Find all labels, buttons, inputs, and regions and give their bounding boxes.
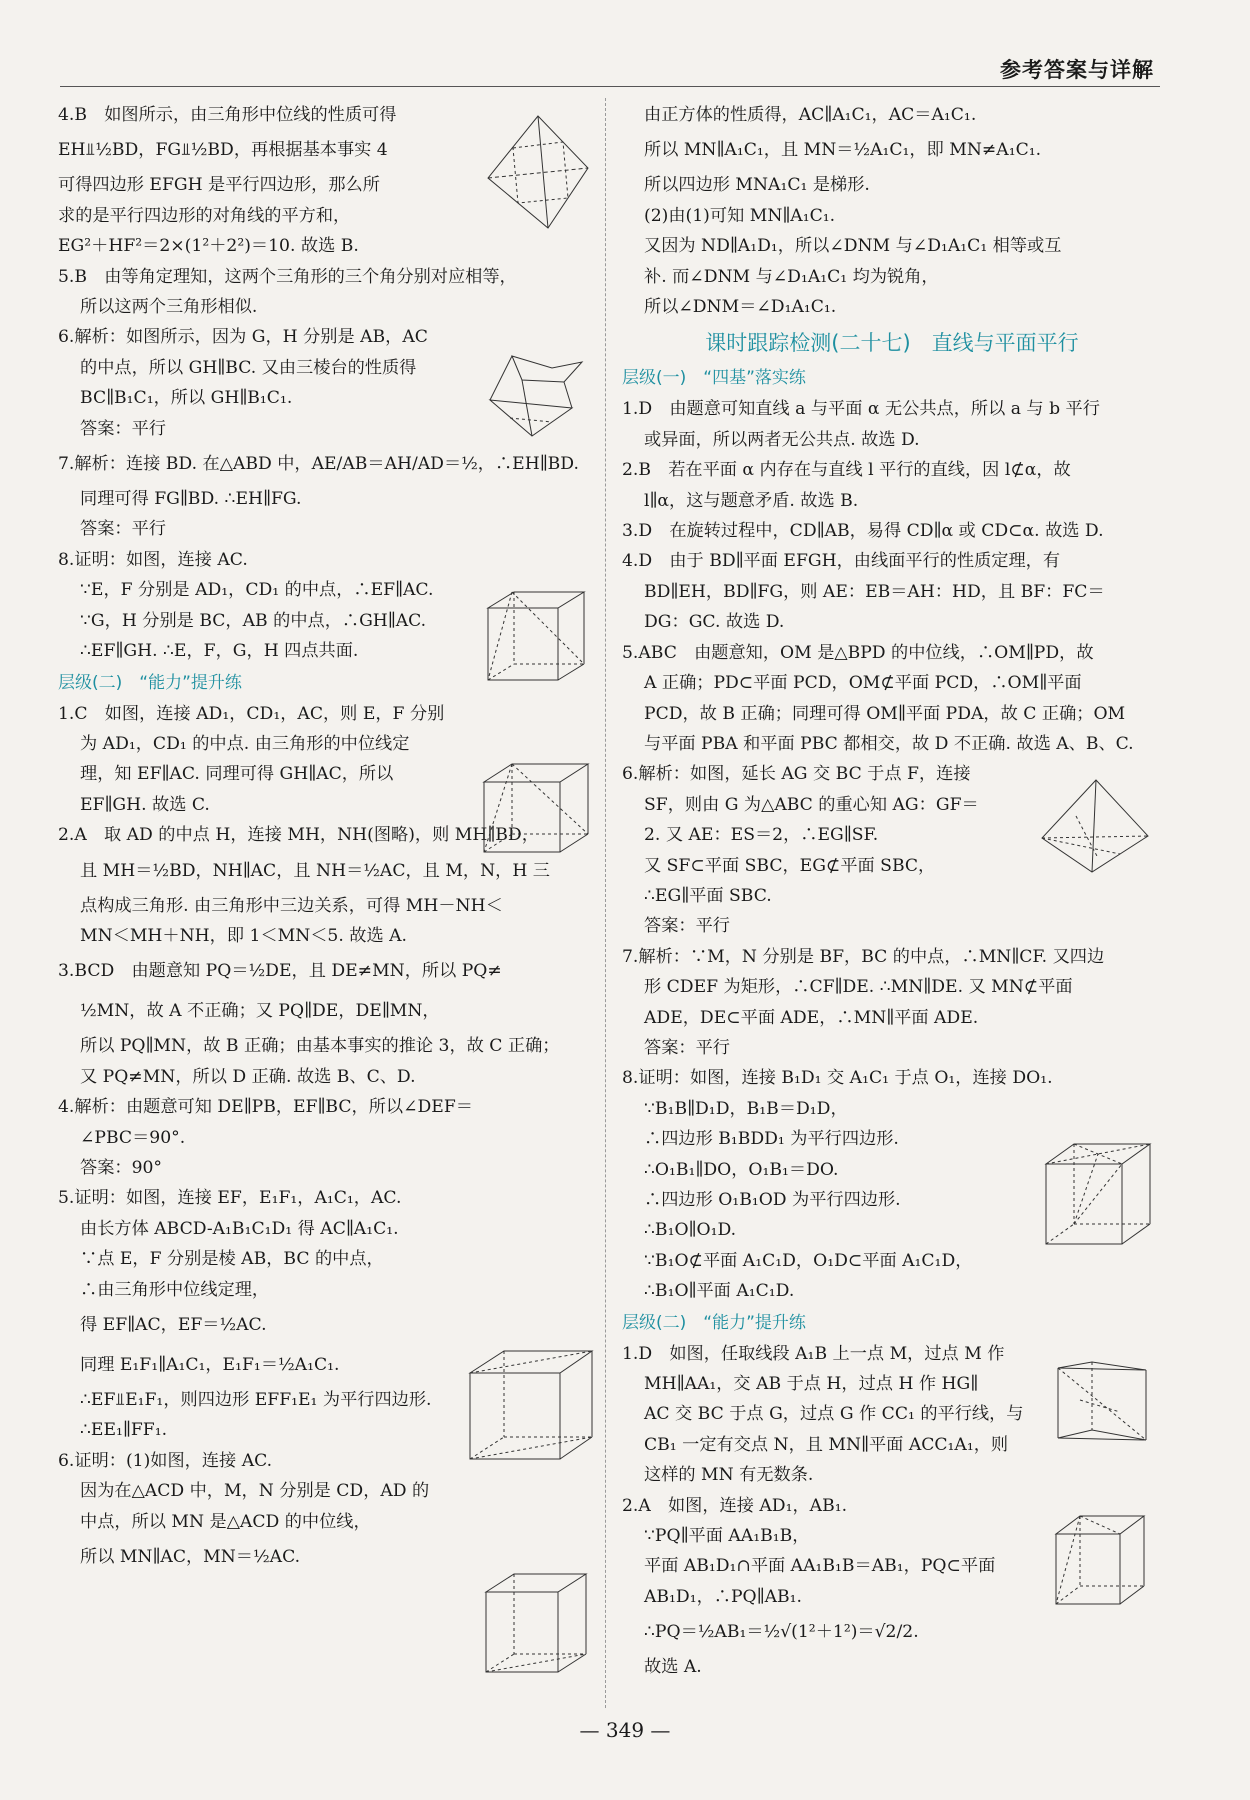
text-line: 又 SF⊂平面 SBC，EG⊄平面 SBC， [644,855,936,876]
text-line: ∵G，H 分别是 BC，AB 的中点，∴GH∥AC. [80,610,427,631]
text-line: AB₁D₁，∴PQ∥AB₁. [644,1586,802,1607]
text-line: ∵E，F 分别是 AD₁，CD₁ 的中点，∴EF∥AC. [80,580,434,601]
text-line: (2)由(1)可知 MN∥A₁C₁. [644,205,836,226]
text-line: 为 AD₁，CD₁ 的中点. 由三角形的中位线定 [80,733,410,754]
text-line: 由正方体的性质得，AC∥A₁C₁，AC＝A₁C₁. [644,105,977,125]
text-line: 6.解析：如图，延长 AG 交 BC 于点 F，连接 [622,764,971,785]
text-line: PCD，故 B 正确；同理可得 OM∥平面 PDA，故 C 正确；OM [644,703,1126,724]
text-line: 中点，所以 MN 是△ACD 的中位线， [80,1511,371,1532]
text-line: MH∥AA₁，交 AB 于点 H，过点 H 作 HG∥ [644,1374,979,1395]
text-line: 答案：平行 [80,418,166,439]
text-line: EF∥GH. 故选 C. [80,794,210,815]
page-header [60,52,1160,87]
text-line: ∵B₁B∥D₁D，B₁B＝D₁D， [644,1098,848,1119]
section-title: 课时跟踪检测(二十七) 直线与平面平行 [705,331,1079,356]
text-line: ∴四边形 B₁BDD₁ 为平行四边形. [644,1129,899,1150]
text-line: ∴B₁O∥平面 A₁C₁D. [644,1281,795,1302]
text-line: ∴B₁O∥O₁D. [644,1220,737,1241]
text-line: 且 MH＝½BD，NH∥AC，且 NH＝½AC，且 M，N，H 三 [80,860,550,881]
cube-figure-level2-1 [476,760,596,860]
cube-figure-8 [482,588,592,688]
text-line: 点构成三角形. 由三角形中三边关系，可得 MH－NH＜ [80,895,503,916]
cube-figure-6 [480,1568,590,1678]
cube-figure-8r [1040,1138,1155,1253]
text-line: 答案：90° [80,1157,163,1178]
page-number: — 349 — [579,1718,671,1742]
text-line: 故选 A. [644,1657,702,1678]
text-line: 3.BCD 由题意知 PQ＝½DE，且 DE≠MN，所以 PQ≠ [58,961,502,982]
text-line: ∴O₁B₁∥DO，O₁B₁＝DO. [644,1159,839,1180]
text-line: 所以这两个三角形相似. [80,297,258,318]
text-line: 因为在△ACD 中，M，N 分别是 CD，AD 的 [80,1481,430,1502]
level-heading: 层级(二) “能力”提升练 [622,1312,806,1333]
text-line: 所以四边形 MNA₁C₁ 是梯形. [644,175,870,196]
text-line: 5.ABC 由题意知，OM 是△BPD 的中位线，∴OM∥PD，故 [622,642,1094,663]
text-line: 答案：平行 [644,1037,730,1058]
text-line: 6.证明：(1)如图，连接 AC. [58,1450,273,1471]
text-line: 同理可得 FG∥BD. ∴EH∥FG. [80,489,302,510]
text-line: 可得四边形 EFGH 是平行四边形，那么所 [58,175,380,196]
text-line: 又因为 ND∥A₁D₁，所以∠DNM 与∠D₁A₁C₁ 相等或互 [644,236,1062,257]
text-line: 这样的 MN 有无数条. [644,1465,814,1486]
text-line: 7.解析：连接 BD. 在△ABD 中，AE/AB＝AH/AD＝½，∴EH∥BD. [58,454,579,475]
frustum-figure [482,350,602,440]
text-line: 与平面 PBA 和平面 PBC 都相交，故 D 不正确. 故选 A、B、C. [644,733,1134,754]
text-line: 补. 而∠DNM 与∠D₁A₁C₁ 均为锐角， [644,266,939,287]
text-line: 得 EF∥AC，EF＝½AC. [80,1315,267,1335]
text-line: 2. 又 AE：ES＝2，∴EG∥SF. [644,825,879,846]
text-line: ∴EF⫫E₁F₁，则四边形 EFF₁E₁ 为平行四边形. [80,1390,432,1410]
text-line: ∴四边形 O₁B₁OD 为平行四边形. [644,1190,901,1210]
cube-figure-2 [1050,1510,1150,1610]
text-line: ∠PBC＝90°. [80,1127,186,1148]
text-line: 又 PQ≠MN，所以 D 正确. 故选 B、C、D. [80,1066,416,1087]
text-line: ∴EF∥GH. ∴E，F，G，H 四点共面. [80,641,359,662]
text-line: 2.B 若在平面 α 内存在与直线 l 平行的直线，因 l⊄α，故 [622,460,1071,481]
text-line: 4.B 如图所示，由三角形中位线的性质可得 [58,105,397,125]
text-line: A 正确；PD⊂平面 PCD，OM⊄平面 PCD，∴OM∥平面 [644,673,1082,694]
text-line: 8.证明：如图，连接 B₁D₁ 交 A₁C₁ 于点 O₁，连接 DO₁. [622,1068,1053,1089]
tetrahedron-figure [478,108,598,238]
text-line: ADE，DE⊂平面 ADE，∴MN∥平面 ADE. [644,1007,979,1028]
text-line: 所以 MN∥A₁C₁，且 MN＝½A₁C₁，即 MN≠A₁C₁. [644,140,1042,161]
text-line: ∴由三角形中位线定理， [80,1279,270,1300]
text-line: 1.C 如图，连接 AD₁，CD₁，AC，则 E，F 分别 [58,703,445,724]
text-line: 理，知 EF∥AC. 同理可得 GH∥AC，所以 [80,764,394,785]
text-line: 8.证明：如图，连接 AC. [58,549,248,570]
text-line: ∴EE₁∥FF₁. [80,1420,168,1441]
text-line: ½MN，故 A 不正确；又 PQ∥DE，DE∥MN， [80,1001,440,1022]
prism-figure [1050,1356,1155,1456]
text-line: 由长方体 ABCD-A₁B₁C₁D₁ 得 AC∥A₁C₁. [80,1218,399,1239]
level-heading: 层级(二) “能力”提升练 [58,672,242,693]
text-line: 3.D 在旋转过程中，CD∥AB，易得 CD∥α 或 CD⊂α. 故选 D. [622,521,1104,542]
text-line: ∵PQ∥平面 AA₁B₁B， [644,1526,810,1547]
text-line: ∵点 E，F 分别是棱 AB，BC 的中点， [80,1249,384,1270]
cuboid-figure-5 [464,1345,599,1465]
text-line: 4.D 由于 BD∥平面 EFGH，由线面平行的性质定理，有 [622,551,1061,572]
text-line: 2.A 如图，连接 AD₁，AB₁. [622,1495,848,1516]
header-title: 参考答案与详解 [1000,58,1154,82]
text-line: EG²＋HF²＝2×(1²＋2²)＝10. 故选 B. [58,236,359,257]
column-divider [605,98,606,1708]
text-line: l∥α，这与题意矛盾. 故选 B. [644,490,859,511]
text-line: BC∥B₁C₁，所以 GH∥B₁C₁. [80,388,293,409]
text-line: 1.D 由题意可知直线 a 与平面 α 无公共点，所以 a 与 b 平行 [622,399,1100,420]
pyramid-figure [1036,776,1154,881]
text-line: 1.D 如图，任取线段 A₁B 上一点 M，过点 M 作 [622,1343,1005,1364]
text-line: DG：GC. 故选 D. [644,612,785,633]
text-line: 的中点，所以 GH∥BC. 又由三棱台的性质得 [80,357,417,378]
text-line: 7.解析：∵M，N 分别是 BF，BC 的中点，∴MN∥CF. 又四边 [622,946,1105,967]
text-line: 所以 PQ∥MN，故 B 正确；由基本事实的推论 3，故 C 正确； [80,1036,560,1057]
text-line: AC 交 BC 于点 G，过点 G 作 CC₁ 的平行线，与 [644,1404,1024,1425]
text-line: 4.解析：由题意可知 DE∥PB，EF∥BC，所以∠DEF＝ [58,1097,473,1118]
level-heading: 层级(一) “四基”落实练 [622,368,806,389]
text-line: 答案：平行 [644,916,730,937]
text-line: ∴PQ＝½AB₁＝½√(1²＋1²)＝√2/2. [644,1622,919,1643]
text-line: CB₁ 一定有交点 N，且 MN∥平面 ACC₁A₁，则 [644,1434,1009,1455]
text-line: 答案：平行 [80,519,166,540]
text-line: SF，则由 G 为△ABC 的重心知 AG：GF＝ [644,794,979,815]
text-line: 所以∠DNM＝∠D₁A₁C₁. [644,297,837,318]
text-line: BD∥EH，BD∥FG，则 AE：EB＝AH：HD，且 BF：FC＝ [644,581,1105,602]
text-line: 5.证明：如图，连接 EF，E₁F₁，A₁C₁，AC. [58,1188,402,1209]
text-line: 平面 AB₁D₁∩平面 AA₁B₁B＝AB₁，PQ⊂平面 [644,1556,996,1577]
text-line: MN＜MH＋NH，即 1＜MN＜5. 故选 A. [80,925,407,946]
text-line: 6.解析：如图所示，因为 G，H 分别是 AB，AC [58,327,428,348]
text-line: 求的是平行四边形的对角线的平方和， [58,205,351,226]
text-line: 形 CDEF 为矩形，∴CF∥DE. ∴MN∥DE. 又 MN⊄平面 [644,977,1073,998]
text-line: 同理 E₁F₁∥A₁C₁，E₁F₁＝½A₁C₁. [80,1355,340,1375]
text-line: ∵B₁O⊄平面 A₁C₁D，O₁D⊂平面 A₁C₁D， [644,1250,973,1271]
text-line: 或异面，所以两者无公共点. 故选 D. [644,429,920,450]
text-line: 5.B 由等角定理知，这两个三角形的三个角分别对应相等， [58,266,517,287]
text-line: 所以 MN∥AC，MN＝½AC. [80,1547,301,1568]
text-line: EH⫫½BD，FG⫫½BD，再根据基本事实 4 [58,140,388,161]
text-line: ∴EG∥平面 SBC. [644,885,772,906]
text-line: 2.A 取 AD 的中点 H，连接 MH，NH(图略)，则 MH∥BD， [58,825,539,846]
